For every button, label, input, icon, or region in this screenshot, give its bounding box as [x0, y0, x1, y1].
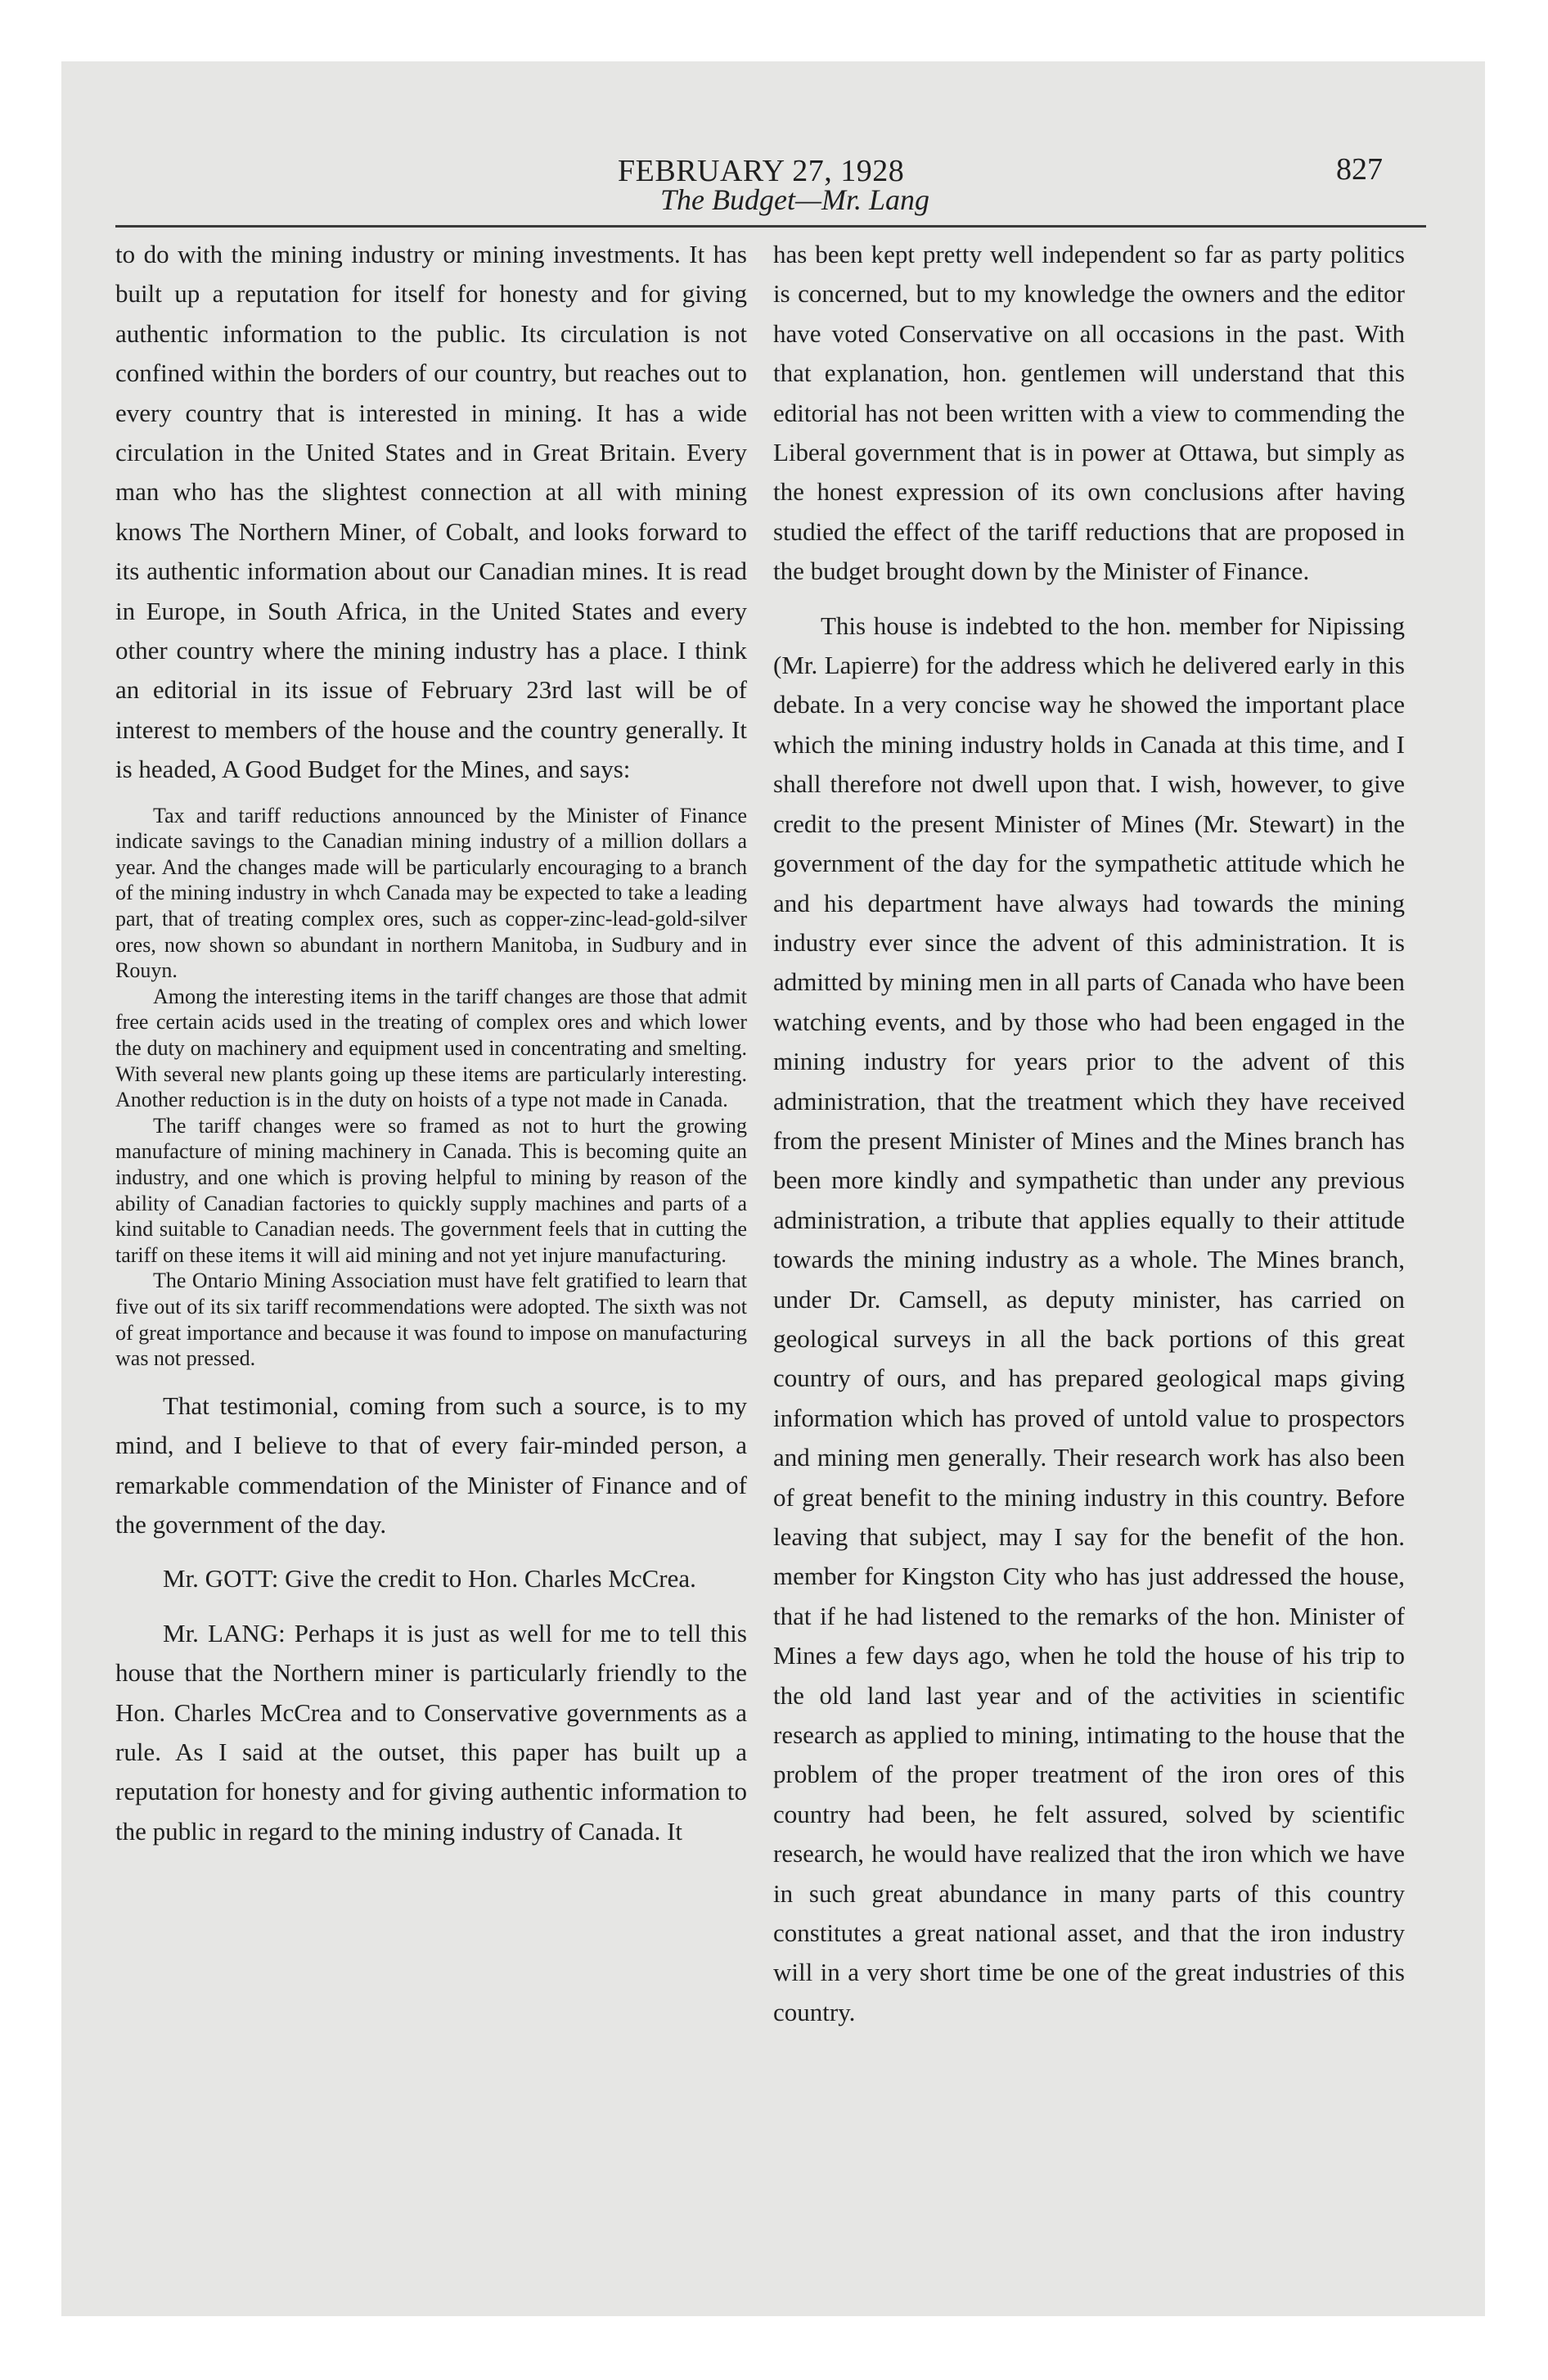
quoted-paragraph: The Ontario Mining Association must have felt gratified to learn that five out of its six tariff recommendations were adopted. The sixth was not of great importance and because it was found to impose on manufacturing was not pressed.	[115, 1269, 747, 1371]
paragraph: This house is indebted to the hon. member for Nipissing (Mr. Lapierre) for the address which he delivered early in this debate. In a very concise way he showed the important place which the mining industry holds in Canada at this time, and I shall therefore not dwell upon that. I wish, however, to give credit to the present Minister of Mines (Mr. Stewart) in the government of the day for the sympathetic attitude which he and his department have always had towards the mining industry ever since the advent of this administration. It is admitted by mining men in all parts of Canada who have been watching events, and by those who had been engaged in the mining industry for years prior to the advent of this administration, that the treatment which they have received from the present Minister of Mines and the Mines branch has been more kindly and sympathetic than under any previous administration, a tribute that applies equally to their attitude towards the mining industry as a whole. The Mines branch, under Dr. Camsell, as deputy minister, has carried on geological surveys in all the back portions of this great country of ours, and has prepared geological maps giving information which has proved of untold value to prospectors and mining men generally. Their research work has also been of great benefit to the mining industry in this country. Before leaving that subject, may I say for the benefit of the hon. member for Kingston City who has just addressed the house, that if he had listened to the remarks of the hon. Minister of Mines a few days ago, when he told the house of his trip to the old land last year and of the activities in scientific research as applied to mining, intimating to the house that the problem of the proper treatment of the iron ores of this country had been, he felt assured, solved by scientific research, he would have realized that the iron which we have in such great abundance in many parts of this country constitutes a great national asset, and that the iron industry will in a very short time be one of the great industries of this country.	[773, 611, 1405, 2026]
header-rule	[115, 225, 1426, 228]
header-subtitle: The Budget—Mr. Lang	[660, 183, 930, 216]
paragraph: That testimonial, coming from such a source, is to my mind, and I believe to that of every fair-minded person, a remarkable commendation of the Minister of Finance and of the government of the day.	[115, 1391, 747, 1539]
document-page	[61, 61, 1485, 2316]
paragraph: Mr. LANG: Perhaps it is just as well for me to tell this house that the Northern miner is particularly friendly to the Hon. Charles McCrea and to Conservative governments as a rule. As I said at the outset, this paper has built up a reputation for honesty and for giving authentic information to the public in regard to the mining industry of Canada. It	[115, 1618, 747, 1846]
quoted-paragraph: Among the interesting items in the tariff changes are those that admit free certain acids used in the treating of complex ores and which lower the duty on machinery and equipment used in concentrating and smelting. With several new plants going up these items are particularly interesting. Another reduction is in the duty on hoists of a type not made in Canada.	[115, 984, 747, 1112]
page-header	[61, 61, 1485, 225]
left-column	[115, 235, 747, 1851]
paragraph: has been kept pretty well independent so far as party politics is concerned, but to my knowledge the owners and the editor have voted Conservative on all occasions in the past. With that explanation, hon. gentlemen will understand that this editorial has not been written with a view to commending the Liberal government that is in power at Ottawa, but simply as the honest expression of its own conclusions after having studied the effect of the tariff reductions that are proposed in the budget brought down by the Minister of Finance.	[773, 240, 1405, 586]
right-column	[773, 235, 1405, 2032]
paragraph: Mr. GOTT: Give the credit to Hon. Charles McCrea.	[163, 1564, 696, 1593]
quoted-paragraph: The tariff changes were so framed as not to hurt the growing manufacture of mining machinery in Canada. This is becoming quite an industry, and one which is proving helpful to mining by reason of the ability of Canadian factories to quickly supply machines and parts of a kind suitable to Canadian needs. The government feels that in cutting the tariff on these items it will aid mining and not yet injure manufacturing.	[115, 1113, 747, 1267]
header-date: FEBRUARY 27, 1928	[618, 154, 905, 188]
page-number: 827	[1336, 152, 1383, 187]
paragraph: to do with the mining industry or mining investments. It has built up a reputation for itself for honesty and for giving authentic information to the public. Its circulation is not confined within the borders of our country, but reaches out to every country that is interested in mining. It has a wide circulation in the United States and in Great Britain. Every man who has the slightest connection at all with mining knows The Northern Miner, of Cobalt, and looks forward to its authentic information about our Canadian mines. It is read in Europe, in South Africa, in the United States and every other country where the mining industry has a place. I think an editorial in its issue of February 23rd last will be of interest to members of the house and the country generally. It is headed, A Good Budget for the Mines, and says:	[115, 240, 747, 784]
quoted-paragraph: Tax and tariff reductions announced by the Minister of Finance indicate savings to the Canadian mining industry of a million dollars a year. And the changes made will be particularly encouraging to a branch of the mining industry in whch Canada may be expected to take a leading part, that of treating complex ores, such as copper-zinc-lead-gold-silver ores, now shown so abundant in northern Manitoba, in Sudbury and in Rouyn.	[115, 803, 747, 983]
